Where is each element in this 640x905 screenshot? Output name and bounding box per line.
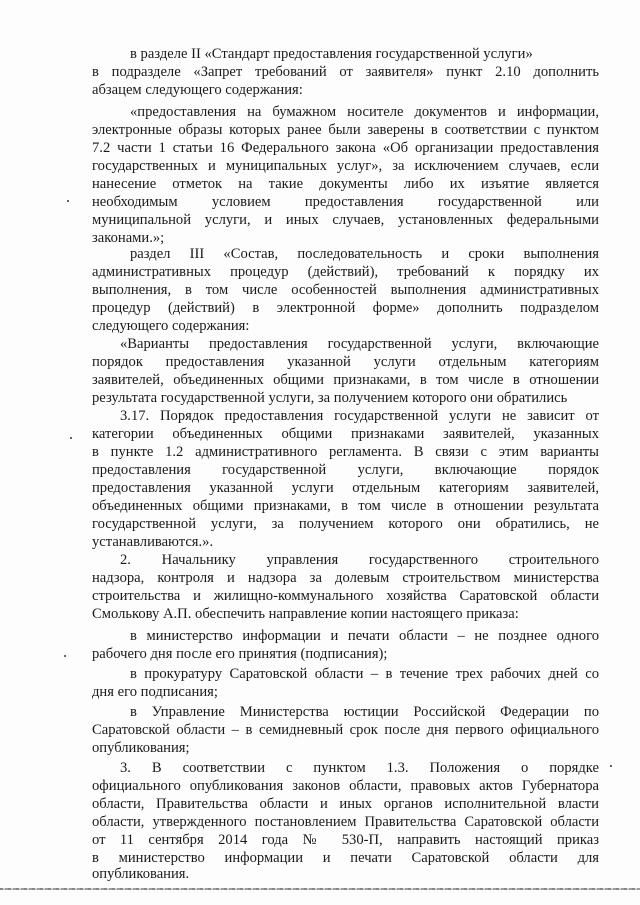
text-line: области, Правительства области и иных органов исполнительной власти xyxy=(92,796,599,812)
text-line: 2. Начальнику управления государственного строительного xyxy=(120,552,599,568)
text-line: порядок предоставления указанной услуги отдельным категориям xyxy=(92,354,599,370)
text-line: рабочего дня после его принятия (подписания); xyxy=(92,646,388,662)
text-line: результата государственной услуги, за получением которого они обратились xyxy=(92,390,568,406)
text-line: объединенных общими признаками, в том числе в отношении результата xyxy=(92,498,599,514)
text-line: в министерство информации и печати Саратовской области для xyxy=(92,850,599,866)
text-line: раздел III «Состав, последовательность и сроки выполнения xyxy=(130,246,599,262)
text-line: законами.»; xyxy=(92,230,165,246)
text-line: выполнения, в том числе особенностей выполнения административных xyxy=(92,282,599,298)
text-line: предоставления указанной услуги отдельным категориям заявителей, xyxy=(92,480,599,496)
text-line: строительства и жилищно-коммунального хозяйства Саратовской области xyxy=(92,588,599,604)
scan-speck xyxy=(67,200,69,202)
text-line: следующего содержания: xyxy=(92,318,250,334)
text-line: государственной услуги, за получением которого они обратились, не xyxy=(92,516,599,532)
text-line: от 11 сентября 2014 года № 530-П, направить настоящий приказ xyxy=(92,832,599,848)
text-line: нанесение отметок на такие документы либо их изъятие является xyxy=(92,176,599,192)
text-line: официального опубликования законов области, правовых актов Губернатора xyxy=(92,778,599,794)
text-line: в прокуратуру Саратовской области – в течение трех рабочих дней со xyxy=(130,666,599,682)
text-line: административных процедур (действий), требований к порядку их xyxy=(92,264,599,280)
text-line: в пункте 1.2 административного регламента. В связи с этим варианты xyxy=(92,444,599,460)
text-line: необходимым условием предоставления государственной или xyxy=(92,194,599,210)
scan-edge-line xyxy=(0,888,640,890)
text-line: области, утвержденного постановлением Правительства Саратовской области xyxy=(92,814,599,830)
text-line: 7.2 части 1 статьи 16 Федерального закона «Об организации предоставления xyxy=(92,140,599,156)
text-line: устанавливаются.». xyxy=(92,534,214,550)
text-line: абзацем следующего содержания: xyxy=(92,82,303,98)
text-line: процедур (действий) в электронной форме» дополнить подразделом xyxy=(92,300,599,316)
text-line: предоставления государственной услуги, включающие порядок xyxy=(92,462,599,478)
scan-speck xyxy=(610,765,612,767)
text-line: Саратовской области – в семидневный срок после дня первого официального xyxy=(92,722,599,738)
text-line: надзора, контроля и надзора за долевым строительством министерства xyxy=(92,570,599,586)
text-line: «Варианты предоставления государственной услуги, включающие xyxy=(120,336,599,352)
text-line: заявителей, объединенных общими признаками, в том числе в отношении xyxy=(92,372,599,388)
text-line: опубликования; xyxy=(92,740,190,756)
text-line: категории объединенных общими признаками заявителей, указанных xyxy=(92,426,599,442)
text-line: «предоставления на бумажном носителе документов и информации, xyxy=(130,104,599,120)
text-line: в министерство информации и печати области – не позднее одного xyxy=(130,628,599,644)
text-line: муниципальной услуги, и иных случаев, установленных федеральными xyxy=(92,212,599,228)
text-line: в подразделе «Запрет требований от заявителя» пункт 2.10 дополнить xyxy=(92,64,599,80)
text-line: электронные образы которых ранее были заверены в соответствии с пунктом xyxy=(92,122,599,138)
text-line: в разделе II «Стандарт предоставления государственной услуги» xyxy=(130,46,533,62)
text-line: дня его подписания; xyxy=(92,684,218,700)
scan-speck xyxy=(70,437,72,439)
text-line: в Управление Министерства юстиции Российской Федерации по xyxy=(130,704,599,720)
scan-speck xyxy=(64,655,66,657)
text-line: 3.17. Порядок предоставления государственной услуги не зависит от xyxy=(120,408,599,424)
text-line: 3. В соответствии с пунктом 1.3. Положения о порядке xyxy=(120,760,599,776)
text-line: государственных и муниципальных услуг», за исключением случаев, если xyxy=(92,158,599,174)
text-line: Смолькову А.П. обеспечить направление копии настоящего приказа: xyxy=(92,606,519,622)
text-line: опубликования. xyxy=(92,866,190,882)
